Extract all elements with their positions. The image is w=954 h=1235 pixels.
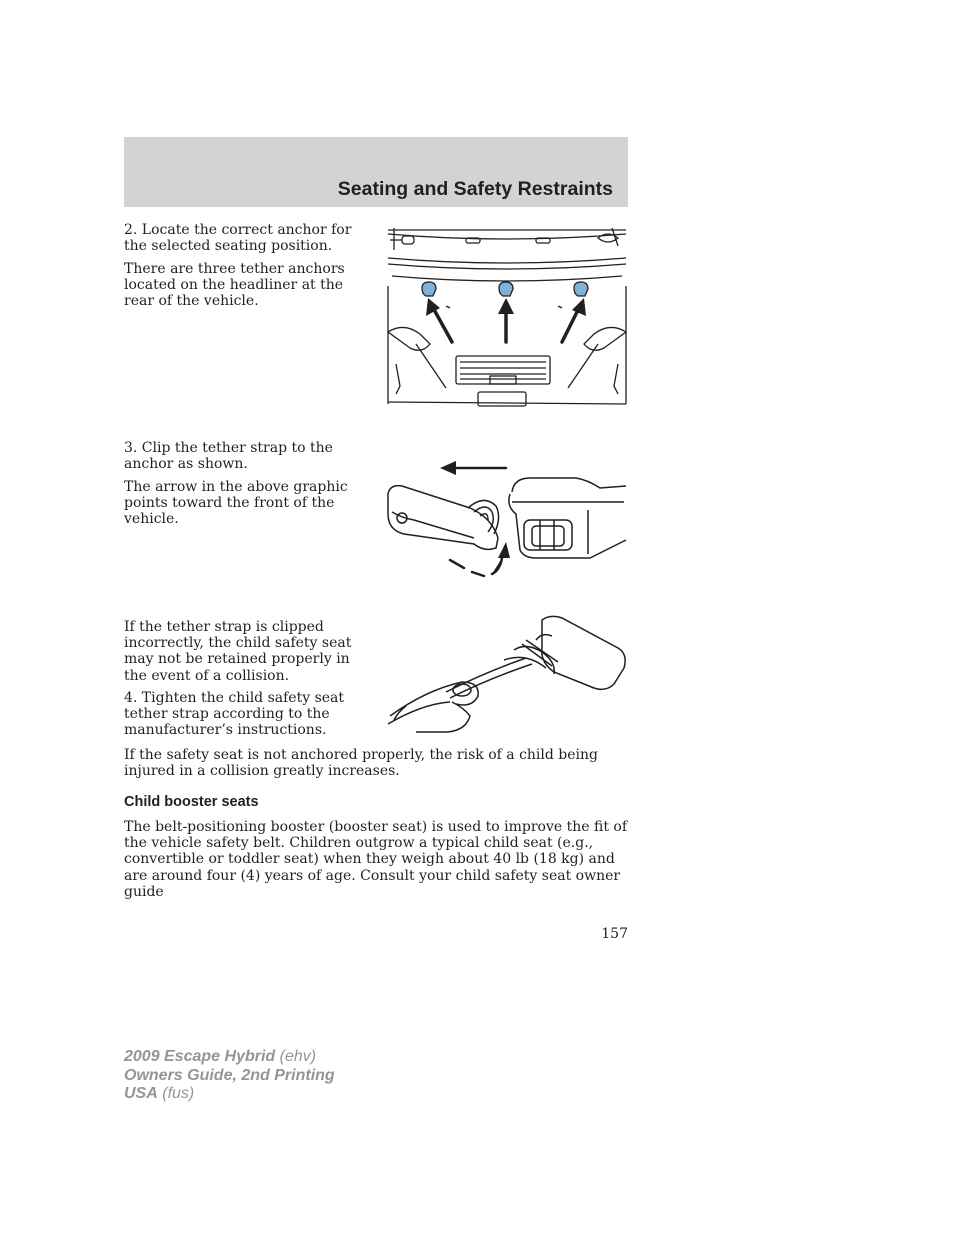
step-4-text: 4. Tighten the child safety seat tether strap according to the manufacturer’s instructions. <box>124 690 345 739</box>
step-3-text: 3. Clip the tether strap to the anchor as shown. <box>124 440 333 473</box>
step-2-text: 2. Locate the correct anchor for the selected seating position. <box>124 222 352 255</box>
section-title: Seating and Safety Restraints <box>337 178 613 200</box>
booster-seats-heading: Child booster seats <box>124 794 259 810</box>
footer-guide: Owners Guide, 2nd Printing <box>124 1066 335 1084</box>
footer-market: USA <box>124 1085 158 1102</box>
footer-line-1 <box>124 1048 335 1067</box>
headliner-anchors-illustration <box>386 224 628 410</box>
footer-model: 2009 Escape Hybrid <box>124 1048 276 1065</box>
document-footer <box>124 1048 335 1104</box>
footer-market-code: (fus) <box>162 1085 195 1102</box>
header-band <box>124 137 628 207</box>
footer-line-2 <box>124 1067 335 1086</box>
tether-clip-illustration <box>384 454 628 588</box>
clip-warning-text: If the tether strap is clipped incorrectly, the child safety seat may not be retained properly in the event of a collision. <box>124 619 352 684</box>
booster-seats-text: The belt-positioning booster (booster seat) is used to improve the fit of the vehicle safety belt. Children outgrow a typical child seat (e.g., convertible or toddler seat) when they weigh about 40 lb (18 kg) and are around four (4) years of age. Consult your child safety seat owner guide <box>124 819 628 900</box>
tether-tightening-illustration <box>386 612 628 736</box>
anchor-warning-text: If the safety seat is not anchored properly, the risk of a child being injured in a collision greatly increases. <box>124 747 598 780</box>
footer-model-code: (ehv) <box>279 1048 317 1065</box>
page-number: 157 <box>601 926 628 942</box>
anchors-note-text: There are three tether anchors located on the headliner at the rear of the vehicle. <box>124 261 345 310</box>
footer-line-3 <box>124 1085 335 1104</box>
arrow-note-text: The arrow in the above graphic points toward the front of the vehicle. <box>124 479 348 528</box>
